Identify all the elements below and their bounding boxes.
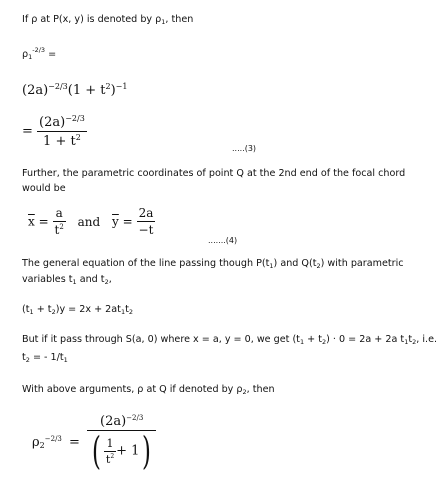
further-line: Further, the parametric coordinates of point Q at the 2nd end of the focal chord — [22, 168, 406, 179]
equation-expansion — [22, 82, 127, 98]
xbar: $\overline{x}$ — [28, 214, 35, 229]
eq2-numerator — [37, 114, 87, 132]
with-above-text: With above arguments, ρ at Q if denoted by ρ — [22, 384, 243, 395]
y-equals: = — [122, 214, 133, 229]
variables-text-a: and t — [76, 274, 105, 285]
x-fraction — [53, 206, 66, 237]
eq1-exponent1: −2/3 — [48, 82, 68, 91]
eq1-square: 2 — [105, 82, 111, 91]
eq1-mid: (1 + t — [67, 83, 106, 98]
equation-rho2 — [32, 414, 156, 473]
intro-end: , then — [165, 14, 194, 25]
leq-s3: 1 — [120, 308, 126, 316]
with-above-sub: 2 — [242, 388, 247, 396]
t2-s: 2 — [25, 356, 30, 364]
eq2-denominator — [37, 132, 87, 149]
y-fraction — [137, 206, 156, 237]
left-paren: ( — [92, 429, 101, 473]
t2-line — [22, 352, 68, 364]
general-text-a: ) and Q(t — [273, 258, 317, 269]
but-a: But if it pass through S(a, 0) where x = a, y = 0, we get (t — [22, 334, 300, 345]
rho2 — [32, 435, 62, 450]
ybar: $\overline{y}$ — [112, 214, 119, 229]
rho1-power-line — [22, 46, 56, 61]
general-text: The general equation of the line passing though P(t — [22, 258, 270, 269]
leq-c: )y = 2x + 2at — [55, 304, 121, 315]
intro-line — [22, 14, 193, 26]
rho2-den — [87, 429, 156, 473]
inner-den-t: t — [105, 452, 111, 466]
eq2-num-exponent: −2/3 — [65, 114, 85, 123]
intro-text: If ρ at P(x, y) is denoted by ρ — [22, 14, 162, 25]
t2-s1: 1 — [63, 356, 68, 364]
rho2-num-exp: −2/3 — [126, 414, 144, 422]
eq2-den-text: 1 + t — [43, 134, 76, 149]
rho1-exponent: -2/3 — [32, 46, 46, 54]
right-paren: ) — [142, 429, 152, 473]
x-den — [53, 222, 66, 237]
with-above-end: , then — [246, 384, 275, 395]
y-num: 2a — [137, 206, 156, 222]
inner-num: 1 — [104, 437, 116, 452]
general-sub1: 1 — [269, 262, 274, 270]
x-den-sq: 2 — [59, 223, 64, 231]
rho2-fraction — [87, 414, 156, 473]
would-be-line: would be — [22, 183, 66, 194]
leq-s4: 2 — [128, 308, 133, 316]
and-word: and — [77, 214, 101, 229]
inner-den — [104, 452, 116, 466]
with-above-line — [22, 384, 275, 396]
but-c: ) · 0 = 2a + 2a t — [326, 334, 405, 345]
t2-b: = - 1/t — [29, 352, 64, 363]
rho1-equals: = — [45, 49, 57, 60]
but-line — [22, 334, 437, 346]
rho2-sub: 2 — [39, 440, 45, 450]
but-s4: 2 — [412, 338, 417, 346]
leq-s1: 1 — [29, 308, 34, 316]
plus-one: + 1 — [116, 443, 140, 459]
leq-b: + t — [33, 304, 52, 315]
but-s3: 1 — [404, 338, 409, 346]
equation-4 — [28, 206, 155, 237]
x-den-t: t — [54, 223, 60, 237]
equation-tag-3: .....(3) — [232, 144, 257, 153]
equation-tag-4: .......(4) — [208, 236, 238, 245]
but-b: + t — [304, 334, 322, 345]
but-s2: 2 — [322, 338, 327, 346]
leq-a: (t — [22, 304, 30, 315]
rho2-symbol: ρ — [32, 434, 40, 450]
rho2-num-text: (2a) — [100, 414, 127, 429]
variables-line — [22, 274, 112, 286]
but-s1: 1 — [299, 338, 305, 346]
variables-sub1: 1 — [72, 278, 77, 286]
leq-d: t — [125, 304, 129, 315]
eq2-equals: = — [22, 124, 33, 139]
y-den: −t — [138, 223, 154, 237]
rho1-symbol: ρ — [22, 49, 29, 60]
inner-fraction — [104, 437, 116, 466]
t2-a: t — [22, 352, 26, 363]
general-sub2: 2 — [316, 262, 321, 270]
eq2-num-text: (2a) — [39, 115, 66, 130]
rho2-equals: = — [69, 434, 80, 450]
variables-text-b: , — [108, 274, 112, 285]
eq1-exponent2: −1 — [115, 82, 128, 91]
variables-sub2: 2 — [104, 278, 109, 286]
x-num: a — [53, 206, 66, 222]
rho1-subscript: 1 — [161, 18, 166, 26]
but-d: t — [408, 334, 413, 345]
but-e: , i.e. — [416, 334, 437, 345]
eq1-close: ) — [110, 83, 116, 98]
eq2-fraction — [37, 114, 87, 149]
general-text-b: ) with parametric — [320, 258, 404, 269]
eq2-den-square: 2 — [75, 133, 81, 142]
variables-text: variables t — [22, 274, 73, 285]
equation-3 — [22, 114, 87, 149]
general-line — [22, 258, 404, 270]
leq-s2: 2 — [51, 308, 56, 316]
inner-den-sq: 2 — [110, 452, 115, 460]
rho1-sub: 1 — [28, 53, 33, 61]
line-equation — [22, 304, 133, 316]
rho2-exp: −2/3 — [44, 434, 62, 443]
eq1-base: (2a) — [22, 83, 49, 98]
x-equals: = — [38, 214, 49, 229]
